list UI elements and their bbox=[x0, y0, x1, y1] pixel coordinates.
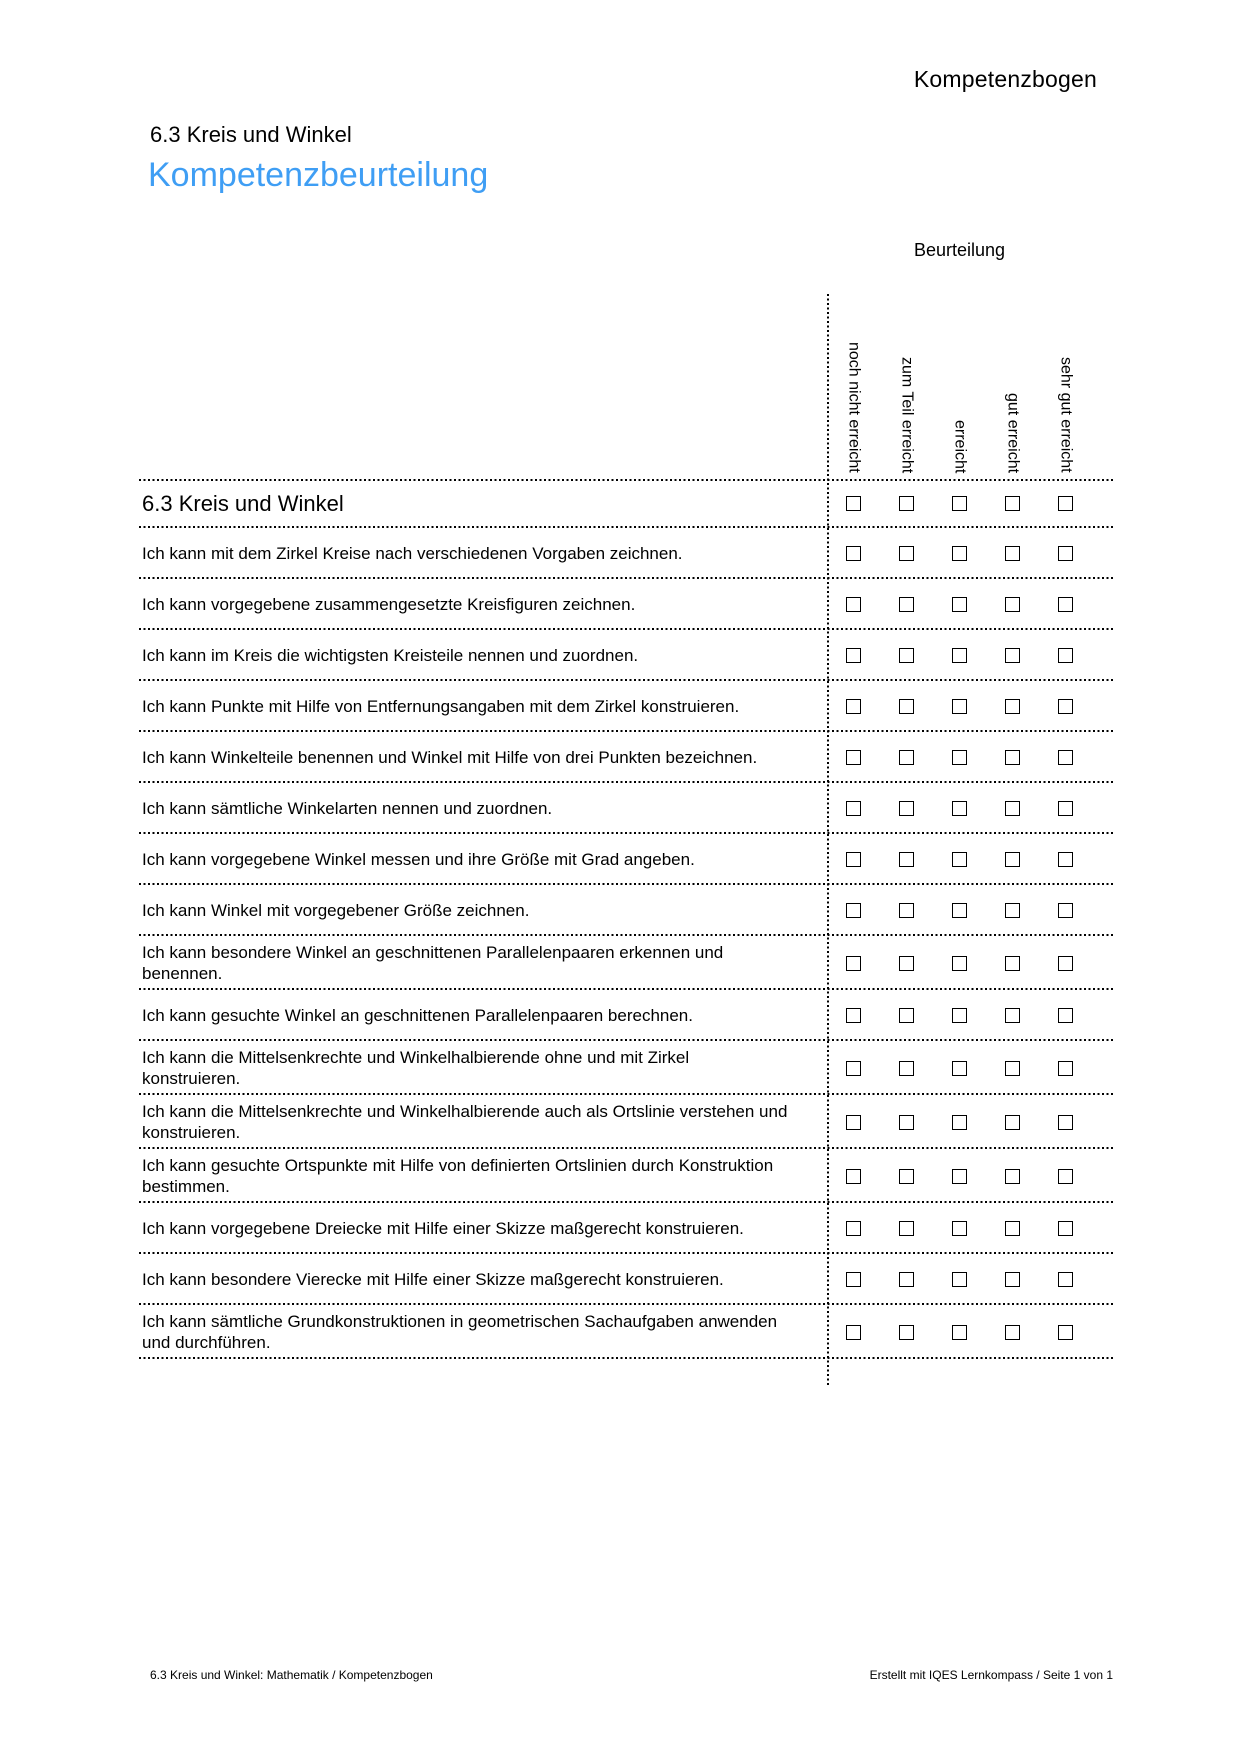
checkbox-cell bbox=[827, 1151, 880, 1201]
rating-checkbox[interactable] bbox=[1058, 699, 1073, 714]
table-header-row bbox=[139, 479, 1115, 528]
statement-text: Ich kann vorgegebene Dreiecke mit Hilfe einer Skizze maßgerecht konstruieren. bbox=[142, 1219, 744, 1238]
checkbox-cell bbox=[986, 1151, 1039, 1201]
rating-checkbox[interactable] bbox=[1058, 1061, 1073, 1076]
rating-checkbox[interactable] bbox=[1058, 546, 1073, 561]
rating-checkbox[interactable] bbox=[1005, 699, 1020, 714]
statement-text: Ich kann sämtliche Winkelarten nennen und zuordnen. bbox=[142, 799, 553, 818]
rating-checkbox[interactable] bbox=[1058, 801, 1073, 816]
checkbox-cell bbox=[1039, 530, 1092, 577]
table-row bbox=[139, 1203, 1115, 1254]
checkbox-cell bbox=[986, 1205, 1039, 1252]
scale-column bbox=[880, 296, 933, 473]
checkbox-cell bbox=[1039, 1151, 1092, 1201]
rating-checkbox[interactable] bbox=[952, 546, 967, 561]
doc-type-label: Kompetenzbogen bbox=[913, 66, 1097, 92]
checkbox-cell bbox=[827, 481, 880, 526]
statement-text: Ich kann besondere Winkel an geschnittenen Parallelenpaaren erkennen und benennen. bbox=[142, 943, 724, 983]
checkbox-cell bbox=[933, 734, 986, 781]
checkbox-cell bbox=[1039, 1205, 1092, 1252]
checkbox-cell bbox=[933, 785, 986, 832]
table-row bbox=[139, 936, 1115, 990]
checkbox-cell bbox=[986, 1043, 1039, 1093]
checkbox-cell bbox=[986, 992, 1039, 1039]
checkbox-cell bbox=[827, 887, 880, 934]
statement-text: Ich kann mit dem Zirkel Kreise nach verschiedenen Vorgaben zeichnen. bbox=[142, 544, 683, 563]
checkbox-cell bbox=[986, 481, 1039, 526]
rating-checkbox[interactable] bbox=[846, 1061, 861, 1076]
checkbox-cell bbox=[986, 785, 1039, 832]
checkbox-cell bbox=[933, 1205, 986, 1252]
statement-text: Ich kann vorgegebene Winkel messen und ihre Größe mit Grad angeben. bbox=[142, 850, 695, 869]
checkbox-cell bbox=[1039, 581, 1092, 628]
statement-text: Ich kann im Kreis die wichtigsten Kreisteile nennen und zuordnen. bbox=[142, 646, 639, 665]
checkbox-cell bbox=[986, 938, 1039, 988]
statement-text: Ich kann sämtliche Grundkonstruktionen in geometrischen Sachaufgaben anwenden und durchführen. bbox=[142, 1312, 778, 1352]
checkbox-cell bbox=[880, 1307, 933, 1357]
rating-checkbox[interactable] bbox=[899, 903, 914, 918]
checkbox-cell bbox=[827, 1256, 880, 1303]
checkbox-cell bbox=[933, 632, 986, 679]
rating-checkbox[interactable] bbox=[952, 597, 967, 612]
rating-checkbox[interactable] bbox=[1058, 1221, 1073, 1236]
table-header-title: 6.3 Kreis und Winkel bbox=[142, 490, 344, 516]
footer bbox=[150, 1668, 1113, 1682]
rating-checkbox[interactable] bbox=[846, 699, 861, 714]
checkbox-cell bbox=[827, 1205, 880, 1252]
rating-checkbox[interactable] bbox=[1005, 546, 1020, 561]
checkbox-cell bbox=[827, 683, 880, 730]
checkbox-cell bbox=[827, 734, 880, 781]
rating-checkbox[interactable] bbox=[1058, 956, 1073, 971]
checkbox-cell bbox=[827, 632, 880, 679]
rating-checkbox[interactable] bbox=[846, 546, 861, 561]
scale-label: gut erreicht bbox=[1004, 392, 1022, 473]
statement-text: Ich kann Punkte mit Hilfe von Entfernungsangaben mit dem Zirkel konstruieren. bbox=[142, 697, 740, 716]
checkbox-cell bbox=[1039, 683, 1092, 730]
table-row bbox=[139, 1041, 1115, 1095]
checkbox-cell bbox=[986, 887, 1039, 934]
rating-checkbox[interactable] bbox=[1058, 852, 1073, 867]
rating-checkbox[interactable] bbox=[899, 597, 914, 612]
checkbox-cell bbox=[933, 1307, 986, 1357]
checkbox-cell bbox=[1039, 1307, 1092, 1357]
rating-checkbox[interactable] bbox=[1058, 1008, 1073, 1023]
rating-checkbox[interactable] bbox=[952, 648, 967, 663]
statement-text: Ich kann gesuchte Ortspunkte mit Hilfe von definierten Ortslinien durch Konstruktion bestimmen. bbox=[142, 1156, 774, 1196]
checkbox-cell bbox=[1039, 836, 1092, 883]
rating-checkbox[interactable] bbox=[952, 1272, 967, 1287]
checkbox-cell bbox=[933, 1043, 986, 1093]
column-divider-line bbox=[827, 294, 829, 1385]
rating-checkbox[interactable] bbox=[899, 699, 914, 714]
checkbox-cell bbox=[933, 887, 986, 934]
rating-checkbox[interactable] bbox=[899, 496, 914, 511]
checkbox-cell bbox=[986, 683, 1039, 730]
footer-right: Erstellt mit IQES Lernkompass / Seite 1 von 1 bbox=[869, 1668, 1113, 1682]
checkbox-cell bbox=[933, 1151, 986, 1201]
rating-checkbox[interactable] bbox=[952, 1061, 967, 1076]
checkbox-cell bbox=[880, 887, 933, 934]
rating-checkbox[interactable] bbox=[846, 801, 861, 816]
checkbox-cell bbox=[1039, 785, 1092, 832]
checkbox-cell bbox=[880, 530, 933, 577]
rating-checkbox[interactable] bbox=[1005, 648, 1020, 663]
checkbox-cell bbox=[1039, 1097, 1092, 1147]
table-row bbox=[139, 630, 1115, 681]
scale-column bbox=[1039, 296, 1092, 473]
checkbox-cell bbox=[827, 938, 880, 988]
rating-checkbox[interactable] bbox=[952, 1325, 967, 1340]
checkbox-cell bbox=[933, 1256, 986, 1303]
table-row bbox=[139, 732, 1115, 783]
checkbox-cell bbox=[880, 785, 933, 832]
rating-checkbox[interactable] bbox=[899, 801, 914, 816]
section-title: 6.3 Kreis und Winkel bbox=[150, 122, 352, 147]
checkbox-cell bbox=[880, 1151, 933, 1201]
rating-checkbox[interactable] bbox=[846, 1115, 861, 1130]
rating-checkbox[interactable] bbox=[1058, 1115, 1073, 1130]
rating-checkbox[interactable] bbox=[952, 903, 967, 918]
rating-checkbox[interactable] bbox=[1005, 852, 1020, 867]
checkbox-cell bbox=[1039, 1043, 1092, 1093]
checkbox-cell bbox=[880, 1256, 933, 1303]
table-row bbox=[139, 834, 1115, 885]
rating-checkbox[interactable] bbox=[899, 1008, 914, 1023]
rating-checkbox[interactable] bbox=[1058, 903, 1073, 918]
rating-checkbox[interactable] bbox=[1058, 1272, 1073, 1287]
scale-label: erreicht bbox=[951, 419, 969, 473]
rating-checkbox[interactable] bbox=[1005, 1061, 1020, 1076]
statement-text: Ich kann besondere Vierecke mit Hilfe einer Skizze maßgerecht konstruieren. bbox=[142, 1270, 724, 1289]
rating-checkbox[interactable] bbox=[1005, 1115, 1020, 1130]
checkbox-cell bbox=[1039, 734, 1092, 781]
checkbox-cell bbox=[827, 1043, 880, 1093]
checkbox-cell bbox=[986, 1307, 1039, 1357]
rating-checkbox[interactable] bbox=[846, 648, 861, 663]
competence-table bbox=[139, 479, 1115, 1359]
page-title: Kompetenzbeurteilung bbox=[148, 156, 489, 194]
rating-checkbox[interactable] bbox=[846, 750, 861, 765]
rating-checkbox[interactable] bbox=[899, 1272, 914, 1287]
checkbox-cell bbox=[986, 836, 1039, 883]
checkbox-cell bbox=[933, 992, 986, 1039]
rating-checkbox[interactable] bbox=[1005, 956, 1020, 971]
rating-checkbox[interactable] bbox=[846, 1221, 861, 1236]
table-row bbox=[139, 990, 1115, 1041]
rating-checkbox[interactable] bbox=[846, 1272, 861, 1287]
rating-checkbox[interactable] bbox=[1005, 1221, 1020, 1236]
checkbox-cell bbox=[880, 734, 933, 781]
checkbox-cell bbox=[827, 581, 880, 628]
checkbox-cell bbox=[827, 785, 880, 832]
assessment-label: Beurteilung bbox=[913, 240, 1006, 260]
checkbox-cell bbox=[880, 1205, 933, 1252]
rating-checkbox[interactable] bbox=[846, 852, 861, 867]
rating-checkbox[interactable] bbox=[899, 648, 914, 663]
checkbox-cell bbox=[1039, 887, 1092, 934]
rating-checkbox[interactable] bbox=[952, 1008, 967, 1023]
rating-checkbox[interactable] bbox=[846, 1325, 861, 1340]
checkbox-cell bbox=[1039, 1256, 1092, 1303]
rating-checkbox[interactable] bbox=[1005, 496, 1020, 511]
checkbox-cell bbox=[986, 632, 1039, 679]
checkbox-cell bbox=[880, 481, 933, 526]
table-row bbox=[139, 1149, 1115, 1203]
checkbox-cell bbox=[1039, 632, 1092, 679]
rating-checkbox[interactable] bbox=[1058, 750, 1073, 765]
checkbox-cell bbox=[827, 1307, 880, 1357]
checkbox-cell bbox=[986, 581, 1039, 628]
checkbox-cell bbox=[986, 1097, 1039, 1147]
checkbox-cell bbox=[986, 734, 1039, 781]
rating-checkbox[interactable] bbox=[1058, 1169, 1073, 1184]
checkbox-cell bbox=[1039, 481, 1092, 526]
rating-checkbox[interactable] bbox=[952, 750, 967, 765]
rating-checkbox[interactable] bbox=[1005, 1169, 1020, 1184]
rating-checkbox[interactable] bbox=[1005, 597, 1020, 612]
table-row bbox=[139, 681, 1115, 732]
checkbox-cell bbox=[880, 683, 933, 730]
rating-checkbox[interactable] bbox=[899, 750, 914, 765]
statement-text: Ich kann die Mittelsenkrechte und Winkelhalbierende ohne und mit Zirkel konstruieren. bbox=[142, 1048, 690, 1088]
rating-checkbox[interactable] bbox=[899, 546, 914, 561]
rating-checkbox[interactable] bbox=[952, 956, 967, 971]
statement-text: Ich kann Winkel mit vorgegebener Größe zeichnen. bbox=[142, 901, 530, 920]
table-row bbox=[139, 1305, 1115, 1359]
checkbox-cell bbox=[880, 1043, 933, 1093]
scale-column bbox=[986, 296, 1039, 473]
checkbox-cell bbox=[880, 938, 933, 988]
checkbox-cell bbox=[933, 683, 986, 730]
rating-checkbox[interactable] bbox=[952, 801, 967, 816]
scale-column bbox=[827, 296, 880, 473]
scale-label: zum Teil erreicht bbox=[898, 356, 916, 473]
checkbox-cell bbox=[880, 632, 933, 679]
table-row bbox=[139, 1254, 1115, 1305]
checkbox-cell bbox=[933, 836, 986, 883]
statement-text: Ich kann gesuchte Winkel an geschnittenen Parallelenpaaren berechnen. bbox=[142, 1006, 693, 1025]
rating-checkbox[interactable] bbox=[899, 1325, 914, 1340]
rating-checkbox[interactable] bbox=[952, 496, 967, 511]
rating-checkbox[interactable] bbox=[1005, 801, 1020, 816]
checkbox-cell bbox=[827, 836, 880, 883]
table-row bbox=[139, 579, 1115, 630]
rating-checkbox[interactable] bbox=[1005, 903, 1020, 918]
table-row bbox=[139, 528, 1115, 579]
checkbox-cell bbox=[827, 1097, 880, 1147]
checkbox-cell bbox=[827, 992, 880, 1039]
rating-checkbox[interactable] bbox=[899, 1115, 914, 1130]
rating-checkbox[interactable] bbox=[846, 496, 861, 511]
statement-text: Ich kann Winkelteile benennen und Winkel mit Hilfe von drei Punkten bezeichnen. bbox=[142, 748, 758, 767]
checkbox-cell bbox=[933, 581, 986, 628]
statement-text: Ich kann vorgegebene zusammengesetzte Kreisfiguren zeichnen. bbox=[142, 595, 636, 614]
rating-checkbox[interactable] bbox=[1058, 496, 1073, 511]
statement-text: Ich kann die Mittelsenkrechte und Winkelhalbierende auch als Ortslinie verstehen und konstruieren. bbox=[142, 1102, 788, 1142]
checkbox-cell bbox=[986, 1256, 1039, 1303]
table-row bbox=[139, 885, 1115, 936]
rating-checkbox[interactable] bbox=[952, 1115, 967, 1130]
checkbox-cell bbox=[880, 1097, 933, 1147]
rating-checkbox[interactable] bbox=[899, 956, 914, 971]
table-row bbox=[139, 783, 1115, 834]
rating-checkbox[interactable] bbox=[846, 1008, 861, 1023]
checkbox-cell bbox=[880, 836, 933, 883]
rating-checkbox[interactable] bbox=[1058, 597, 1073, 612]
scale-label: noch nicht erreicht bbox=[845, 342, 863, 473]
checkbox-cell bbox=[880, 992, 933, 1039]
rating-checkbox[interactable] bbox=[899, 1221, 914, 1236]
checkbox-cell bbox=[1039, 992, 1092, 1039]
rating-checkbox[interactable] bbox=[846, 597, 861, 612]
rating-checkbox[interactable] bbox=[899, 852, 914, 867]
rating-checkbox[interactable] bbox=[899, 1169, 914, 1184]
rating-checkbox[interactable] bbox=[952, 1169, 967, 1184]
scale-label: sehr gut erreicht bbox=[1057, 357, 1075, 473]
table-row bbox=[139, 1095, 1115, 1149]
rating-checkbox[interactable] bbox=[846, 903, 861, 918]
rating-checkbox[interactable] bbox=[846, 1169, 861, 1184]
checkbox-cell bbox=[933, 530, 986, 577]
rating-checkbox[interactable] bbox=[846, 956, 861, 971]
checkbox-cell bbox=[986, 530, 1039, 577]
rating-checkbox[interactable] bbox=[952, 1221, 967, 1236]
scale-column bbox=[933, 296, 986, 473]
checkbox-cell bbox=[933, 938, 986, 988]
rating-checkbox[interactable] bbox=[1005, 1325, 1020, 1340]
rating-scale-header bbox=[827, 296, 1092, 473]
rating-checkbox[interactable] bbox=[1058, 1325, 1073, 1340]
rating-checkbox[interactable] bbox=[952, 699, 967, 714]
checkbox-cell bbox=[1039, 938, 1092, 988]
rating-checkbox[interactable] bbox=[1005, 1008, 1020, 1023]
rating-checkbox[interactable] bbox=[952, 852, 967, 867]
checkbox-cell bbox=[933, 1097, 986, 1147]
checkbox-cell bbox=[827, 530, 880, 577]
checkbox-cell bbox=[933, 481, 986, 526]
rating-checkbox[interactable] bbox=[1058, 648, 1073, 663]
rating-checkbox[interactable] bbox=[1005, 1272, 1020, 1287]
rating-checkbox[interactable] bbox=[1005, 750, 1020, 765]
checkbox-cell bbox=[880, 581, 933, 628]
rating-checkbox[interactable] bbox=[899, 1061, 914, 1076]
footer-left: 6.3 Kreis und Winkel: Mathematik / Kompetenzbogen bbox=[150, 1668, 433, 1682]
